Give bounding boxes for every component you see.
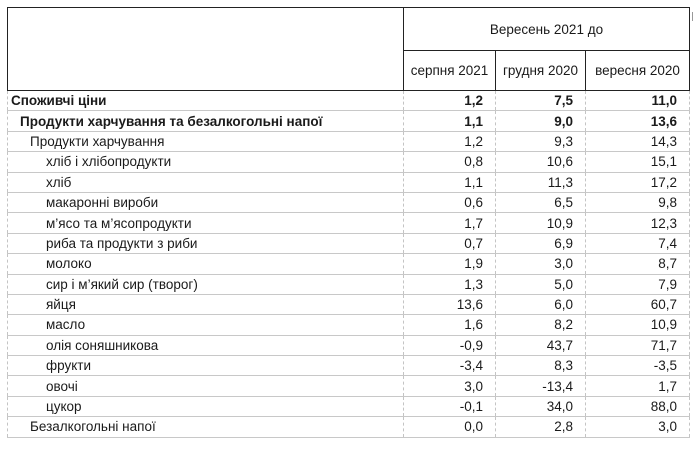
row-label: макаронні вироби [8, 192, 404, 212]
row-label: Продукти харчування та безалкогольні напої [8, 111, 404, 131]
row-label: хліб [8, 172, 404, 192]
edge-marker [692, 12, 693, 21]
value-sep-2020: 3,0 [586, 417, 690, 437]
table-row [8, 213, 690, 233]
price-index-table [7, 7, 690, 438]
table-row [8, 172, 690, 192]
value-dec-2020: 6,5 [496, 192, 586, 212]
row-label: Споживчі ціни [8, 91, 404, 111]
header-col-aug-2021: серпня 2021 [404, 51, 496, 91]
value-aug-2021: 1,3 [404, 274, 496, 294]
value-dec-2020: 6,9 [496, 233, 586, 253]
value-dec-2020: 6,0 [496, 294, 586, 314]
value-aug-2021: 0,8 [404, 152, 496, 172]
value-sep-2020: 7,9 [586, 274, 690, 294]
value-sep-2020: 11,0 [586, 91, 690, 111]
table-row [8, 356, 690, 376]
value-dec-2020: 10,6 [496, 152, 586, 172]
value-sep-2020: 17,2 [586, 172, 690, 192]
value-sep-2020: 7,4 [586, 233, 690, 253]
row-label: овочі [8, 376, 404, 396]
row-label: риба та продукти з риби [8, 233, 404, 253]
row-label: м’ясо та м’ясопродукти [8, 213, 404, 233]
table-row [8, 192, 690, 212]
value-dec-2020: 8,3 [496, 356, 586, 376]
row-label: масло [8, 315, 404, 335]
value-aug-2021: 1,2 [404, 131, 496, 151]
table-row [8, 254, 690, 274]
value-aug-2021: -0,9 [404, 335, 496, 355]
row-label: молоко [8, 254, 404, 274]
table-row [8, 233, 690, 253]
header-col-sep-2020: вересня 2020 [586, 51, 690, 91]
value-dec-2020: 8,2 [496, 315, 586, 335]
value-sep-2020: 10,9 [586, 315, 690, 335]
value-aug-2021: 13,6 [404, 294, 496, 314]
table-row [8, 152, 690, 172]
table-row [8, 111, 690, 131]
table-row [8, 396, 690, 416]
row-label: сир і м’який сир (творог) [8, 274, 404, 294]
table-row [8, 274, 690, 294]
value-aug-2021: 1,6 [404, 315, 496, 335]
value-aug-2021: 0,7 [404, 233, 496, 253]
table-row [8, 417, 690, 437]
value-sep-2020: -3,5 [586, 356, 690, 376]
value-aug-2021: 0,6 [404, 192, 496, 212]
row-label: яйця [8, 294, 404, 314]
value-aug-2021: 3,0 [404, 376, 496, 396]
table-header [8, 8, 690, 91]
value-aug-2021: 1,7 [404, 213, 496, 233]
value-aug-2021: 0,0 [404, 417, 496, 437]
value-aug-2021: 1,1 [404, 111, 496, 131]
value-dec-2020: 5,0 [496, 274, 586, 294]
value-sep-2020: 13,6 [586, 111, 690, 131]
row-label: цукор [8, 396, 404, 416]
value-aug-2021: 1,9 [404, 254, 496, 274]
row-label: Продукти харчування [8, 131, 404, 151]
header-row-group [8, 8, 690, 51]
value-sep-2020: 60,7 [586, 294, 690, 314]
value-aug-2021: 1,1 [404, 172, 496, 192]
value-aug-2021: -3,4 [404, 356, 496, 376]
header-blank-cell [8, 8, 404, 91]
header-col-dec-2020: грудня 2020 [496, 51, 586, 91]
value-dec-2020: 34,0 [496, 396, 586, 416]
value-dec-2020: 7,5 [496, 91, 586, 111]
table-row [8, 294, 690, 314]
value-dec-2020: 3,0 [496, 254, 586, 274]
value-dec-2020: 11,3 [496, 172, 586, 192]
row-label: олія соняшникова [8, 335, 404, 355]
value-sep-2020: 8,7 [586, 254, 690, 274]
row-label: Безалкогольні напої [8, 417, 404, 437]
value-aug-2021: 1,2 [404, 91, 496, 111]
table-body [8, 91, 690, 438]
value-dec-2020: 43,7 [496, 335, 586, 355]
value-dec-2020: -13,4 [496, 376, 586, 396]
table-row [8, 131, 690, 151]
header-group-label: Вересень 2021 до [404, 8, 690, 51]
value-sep-2020: 88,0 [586, 396, 690, 416]
value-dec-2020: 2,8 [496, 417, 586, 437]
value-sep-2020: 15,1 [586, 152, 690, 172]
value-sep-2020: 71,7 [586, 335, 690, 355]
value-dec-2020: 10,9 [496, 213, 586, 233]
row-label: хліб і хлібопродукти [8, 152, 404, 172]
value-aug-2021: -0,1 [404, 396, 496, 416]
value-sep-2020: 9,8 [586, 192, 690, 212]
row-label: фрукти [8, 356, 404, 376]
table-row [8, 91, 690, 111]
table-row [8, 315, 690, 335]
value-sep-2020: 12,3 [586, 213, 690, 233]
table-row [8, 335, 690, 355]
value-sep-2020: 14,3 [586, 131, 690, 151]
value-dec-2020: 9,0 [496, 111, 586, 131]
value-sep-2020: 1,7 [586, 376, 690, 396]
value-dec-2020: 9,3 [496, 131, 586, 151]
table-row [8, 376, 690, 396]
